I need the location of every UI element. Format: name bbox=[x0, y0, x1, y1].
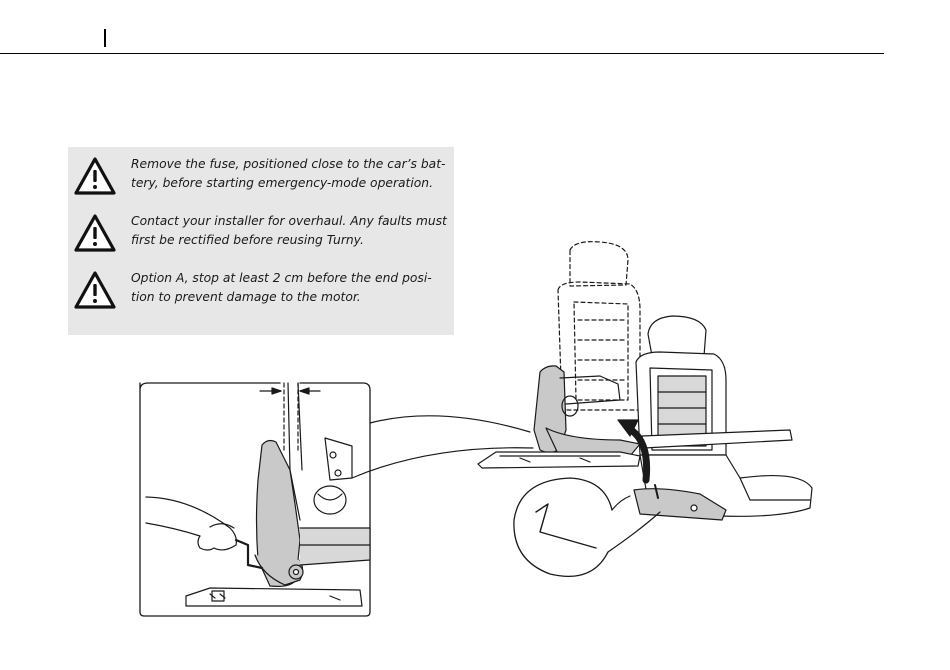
warning-text-line: tery, before starting emergency-mode operation. bbox=[131, 176, 433, 190]
warning-text-line: tion to prevent damage to the motor. bbox=[131, 290, 361, 304]
callout-line-upper bbox=[370, 416, 530, 432]
crank-handle-icon bbox=[536, 504, 596, 548]
seat-ghost-outline bbox=[558, 242, 640, 410]
warning-text-line: Contact your installer for overhaul. Any faults must bbox=[131, 214, 447, 228]
base-plate bbox=[478, 452, 640, 468]
warning-text-line: first be rectified before reusing Turny. bbox=[131, 233, 364, 247]
main-seat-view bbox=[478, 242, 812, 520]
warning-text-line: Option A, stop at least 2 cm before the end posi- bbox=[131, 271, 432, 285]
detail-inset bbox=[140, 383, 370, 616]
headrest bbox=[648, 316, 706, 356]
warning-text-line: Remove the fuse, positioned close to the car’s bat- bbox=[131, 157, 446, 171]
